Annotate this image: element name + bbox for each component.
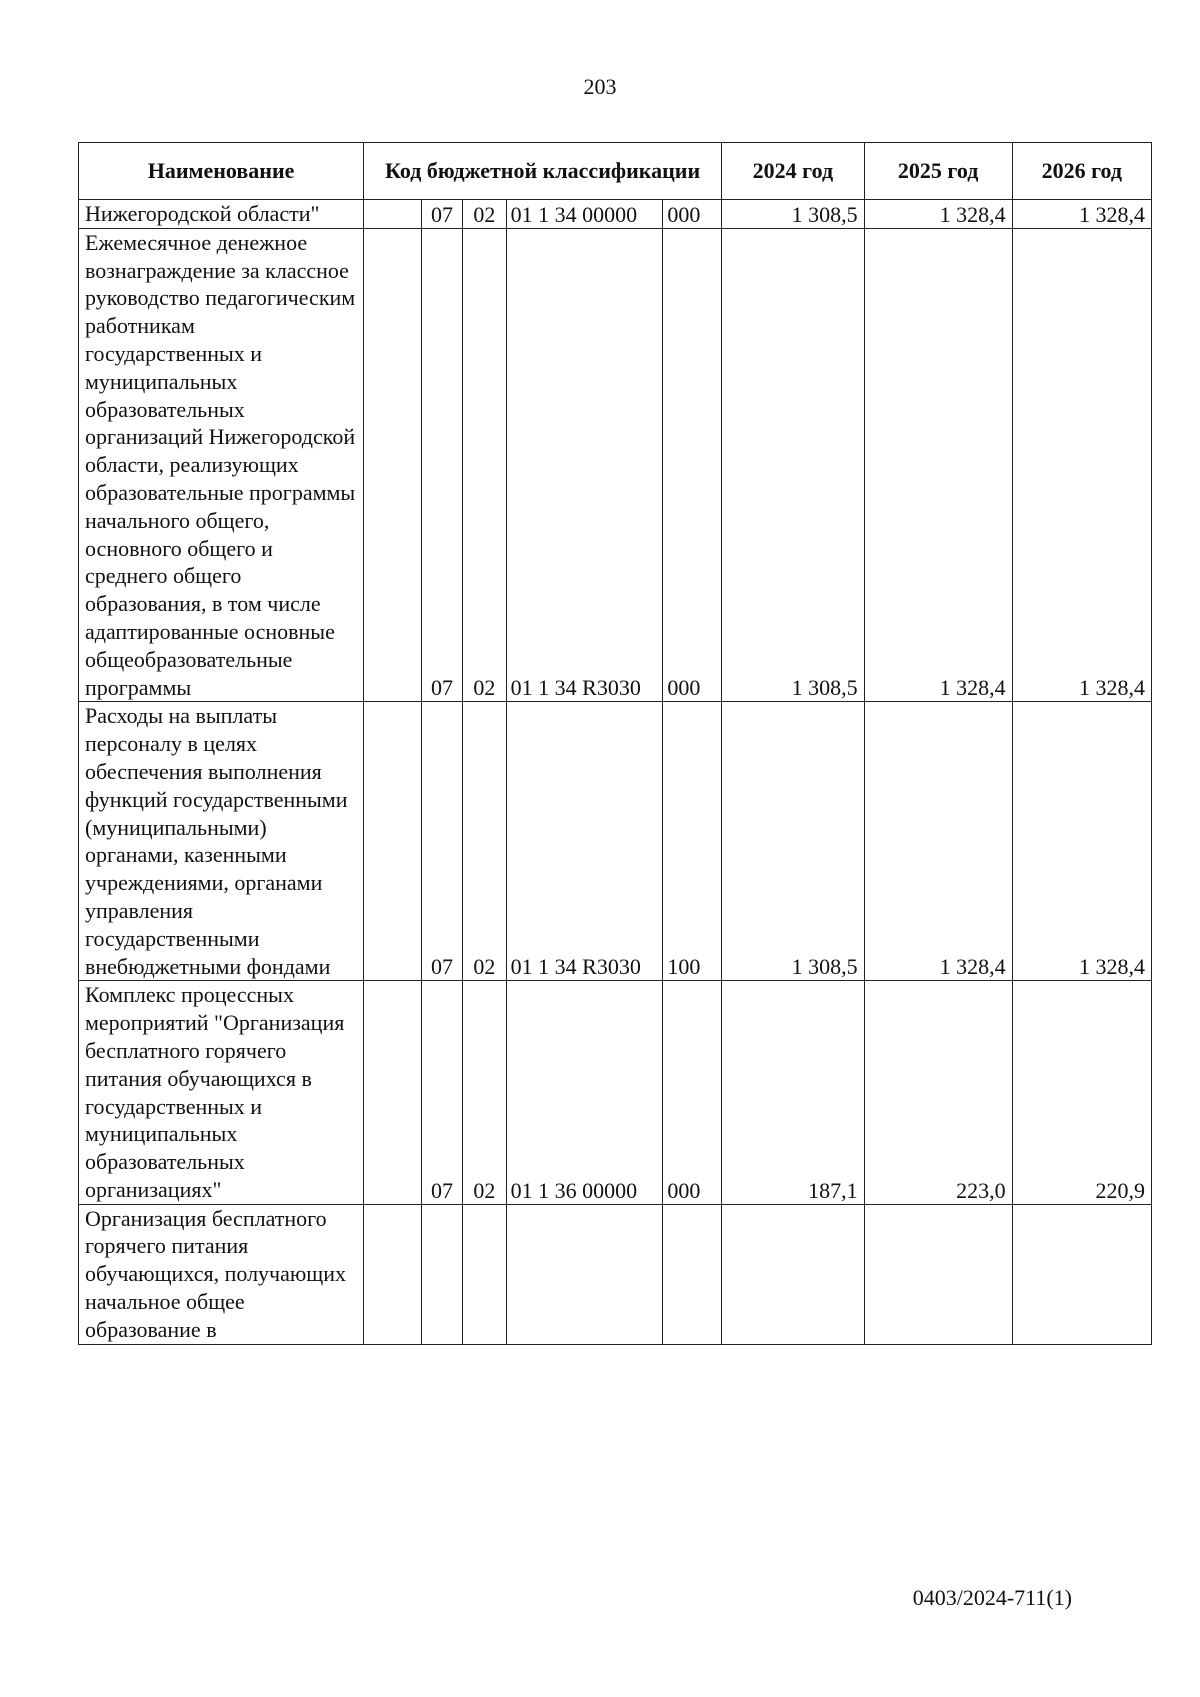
row-target: 01 1 34 00000 <box>506 200 663 229</box>
row-2025: 1 328,4 <box>864 702 1012 981</box>
row-2025: 223,0 <box>864 981 1012 1204</box>
row-subsection <box>463 1204 507 1344</box>
row-2024: 1 308,5 <box>722 200 865 229</box>
document-reference-code: 0403/2024-711(1) <box>912 1585 1072 1610</box>
row-name: Нижегородской области" <box>79 200 364 229</box>
row-kind: 100 <box>663 702 722 981</box>
row-kind: 000 <box>663 228 722 702</box>
row-name: Организация бесплатного горячего питания обучающихся, получающих начальное общее образование в <box>79 1204 364 1344</box>
row-name: Комплекс процессных мероприятий "Организация бесплатного горячего питания обучающихся в государственных и муниципальных образовательных организациях" <box>79 981 364 1204</box>
header-code: Код бюджетной классификации <box>364 143 722 200</box>
row-section: 07 <box>421 228 462 702</box>
row-subsection: 02 <box>463 702 507 981</box>
header-2024: 2024 год <box>722 143 865 200</box>
empty-cell <box>364 200 422 229</box>
row-2026: 1 328,4 <box>1012 228 1151 702</box>
row-subsection: 02 <box>463 228 507 702</box>
row-subsection: 02 <box>463 981 507 1204</box>
table-row <box>79 702 1152 981</box>
row-name: Ежемесячное денежное вознаграждение за классное руководство педагогическим работникам государственных и муниципальных образовательных организаций Нижегородской области, реализующих образовательные программы начального общего, основного общего и среднего общего образования, в том числе адаптированные основные общеобразовательные программы <box>79 228 364 702</box>
row-target <box>506 1204 663 1344</box>
header-2026: 2026 год <box>1012 143 1151 200</box>
empty-cell <box>364 228 422 702</box>
table-row <box>79 228 1152 702</box>
row-2024 <box>722 1204 865 1344</box>
row-section <box>421 1204 462 1344</box>
row-2026: 220,9 <box>1012 981 1151 1204</box>
row-section: 07 <box>421 200 462 229</box>
row-target: 01 1 34 R3030 <box>506 702 663 981</box>
row-2025: 1 328,4 <box>864 200 1012 229</box>
table-row <box>79 200 1152 229</box>
row-2024: 1 308,5 <box>722 228 865 702</box>
row-2026: 1 328,4 <box>1012 702 1151 981</box>
row-name: Расходы на выплаты персоналу в целях обеспечения выполнения функций государственными (муниципальными) органами, казенными учреждениями, органами управления государственными внебюджетными фондами <box>79 702 364 981</box>
row-2025 <box>864 1204 1012 1344</box>
row-subsection: 02 <box>463 200 507 229</box>
empty-cell <box>364 1204 422 1344</box>
row-kind <box>663 1204 722 1344</box>
header-name: Наименование <box>79 143 364 200</box>
empty-cell <box>364 981 422 1204</box>
row-section: 07 <box>421 981 462 1204</box>
row-2026: 1 328,4 <box>1012 200 1151 229</box>
row-target: 01 1 36 00000 <box>506 981 663 1204</box>
row-section: 07 <box>421 702 462 981</box>
row-kind: 000 <box>663 200 722 229</box>
header-2025: 2025 год <box>864 143 1012 200</box>
row-target: 01 1 34 R3030 <box>506 228 663 702</box>
row-2024: 187,1 <box>722 981 865 1204</box>
table-row <box>79 1204 1152 1344</box>
empty-cell <box>364 702 422 981</box>
row-2024: 1 308,5 <box>722 702 865 981</box>
table-row <box>79 981 1152 1204</box>
row-kind: 000 <box>663 981 722 1204</box>
page-number: 203 <box>583 74 617 99</box>
row-2026 <box>1012 1204 1151 1344</box>
budget-table <box>78 142 1152 1345</box>
row-2025: 1 328,4 <box>864 228 1012 702</box>
table-header-row <box>79 143 1152 200</box>
